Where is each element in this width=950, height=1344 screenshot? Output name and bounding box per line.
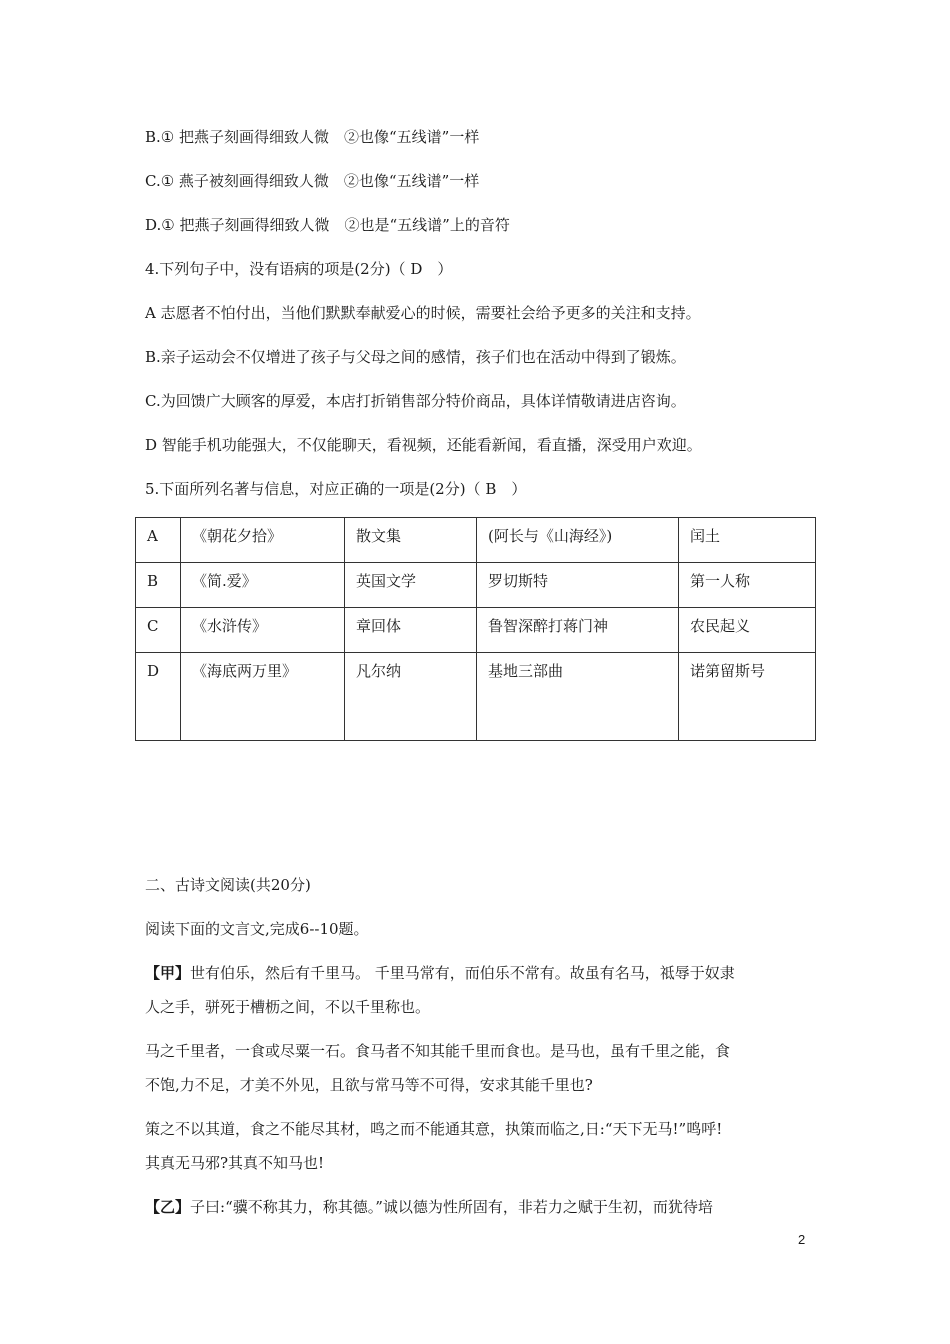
- passage-para-3-line-1: 策之不以其道，食之不能尽其材，鸣之而不能通其意，执策而临之,日:“天下无马!”鸣呼!: [145, 1120, 723, 1138]
- table-cell: C: [136, 608, 181, 653]
- option-b: B.① 把燕子刻画得细致人微 ②也像“五线谱”一样: [145, 128, 480, 146]
- table-row: [136, 608, 816, 653]
- table-cell: 章回体: [345, 608, 477, 653]
- table-cell: 农民起义: [679, 608, 816, 653]
- table-cell: B: [136, 563, 181, 608]
- question-4-stem: 4.下列句子中，没有语病的项是(2分)（ D ）: [145, 260, 453, 278]
- table-cell: 鲁智深醉打蒋门神: [477, 608, 679, 653]
- question-4-option-a: A 志愿者不怕付出，当他们默默奉献爱心的时候，需要社会给予更多的关注和支持。: [145, 304, 701, 322]
- question-5-table: [135, 517, 816, 741]
- question-4-option-d: D 智能手机功能强大，不仅能聊天，看视频，还能看新闻，看直播，深受用户欢迎。: [145, 436, 702, 454]
- table-cell: D: [136, 653, 181, 741]
- table-cell: (阿长与《山海经》): [477, 518, 679, 563]
- table-cell: 基地三部曲: [477, 653, 679, 741]
- table-cell: A: [136, 518, 181, 563]
- passage-para-2-line-1: 马之千里者，一食或尽粟一石。食马者不知其能千里而食也。是马也，虽有千里之能，食: [145, 1042, 731, 1060]
- table-row: [136, 653, 816, 741]
- passage-yi-line-1: [145, 1196, 713, 1218]
- section-2-heading: 二、古诗文阅读(共20分): [145, 876, 311, 894]
- section-2-intro: 阅读下面的文言文,完成6--10题。: [145, 920, 369, 938]
- table-cell: 《简.爱》: [181, 563, 345, 608]
- table-cell: 凡尔纳: [345, 653, 477, 741]
- question-5-stem: 5.下面所列名著与信息，对应正确的一项是(2分)（ B ）: [145, 480, 527, 498]
- passage-para-3-line-2: 其真无马邪?其真不知马也!: [145, 1154, 325, 1172]
- table-cell: 《海底两万里》: [181, 653, 345, 741]
- passage-text: 子曰:“骥不称其力，称其德。”诚以德为性所固有，非若力之赋于生初，而犹待培: [190, 1198, 713, 1216]
- table-cell: 诺第留斯号: [679, 653, 816, 741]
- option-d: D.① 把燕子刻画得细致人微 ②也是“五线谱”上的音符: [145, 216, 510, 234]
- table-cell: 罗切斯特: [477, 563, 679, 608]
- table-cell: 闰土: [679, 518, 816, 563]
- option-c: C.① 燕子被刻画得细致人微 ②也像“五线谱”一样: [145, 172, 480, 190]
- passage-text: 世有伯乐，然后有千里马。 千里马常有，而伯乐不常有。故虽有名马，祗辱于奴隶: [190, 964, 735, 982]
- question-4-option-c: C.为回馈广大顾客的厚爱，本店打折销售部分特价商品，具体详情敬请进店咨询。: [145, 392, 686, 410]
- passage-jia-line-2: 人之手，骈死于槽枥之间，不以千里称也。: [145, 998, 431, 1016]
- yi-marker: 【乙】: [145, 1198, 191, 1216]
- passage-jia-line-1: [145, 962, 735, 984]
- jia-marker: 【甲】: [145, 964, 191, 982]
- table-cell: 第一人称: [679, 563, 816, 608]
- table-cell: 英国文学: [345, 563, 477, 608]
- table-row: [136, 518, 816, 563]
- table-cell: 散文集: [345, 518, 477, 563]
- table-cell: 《朝花夕拾》: [181, 518, 345, 563]
- table-row: [136, 563, 816, 608]
- table-cell: 《水浒传》: [181, 608, 345, 653]
- question-4-option-b: B.亲子运动会不仅增进了孩子与父母之间的感情，孩子们也在活动中得到了锻炼。: [145, 348, 686, 366]
- page-number: 2: [798, 1232, 806, 1247]
- passage-para-2-line-2: 不饱,力不足，才美不外见，且欲与常马等不可得，安求其能千里也?: [145, 1076, 593, 1094]
